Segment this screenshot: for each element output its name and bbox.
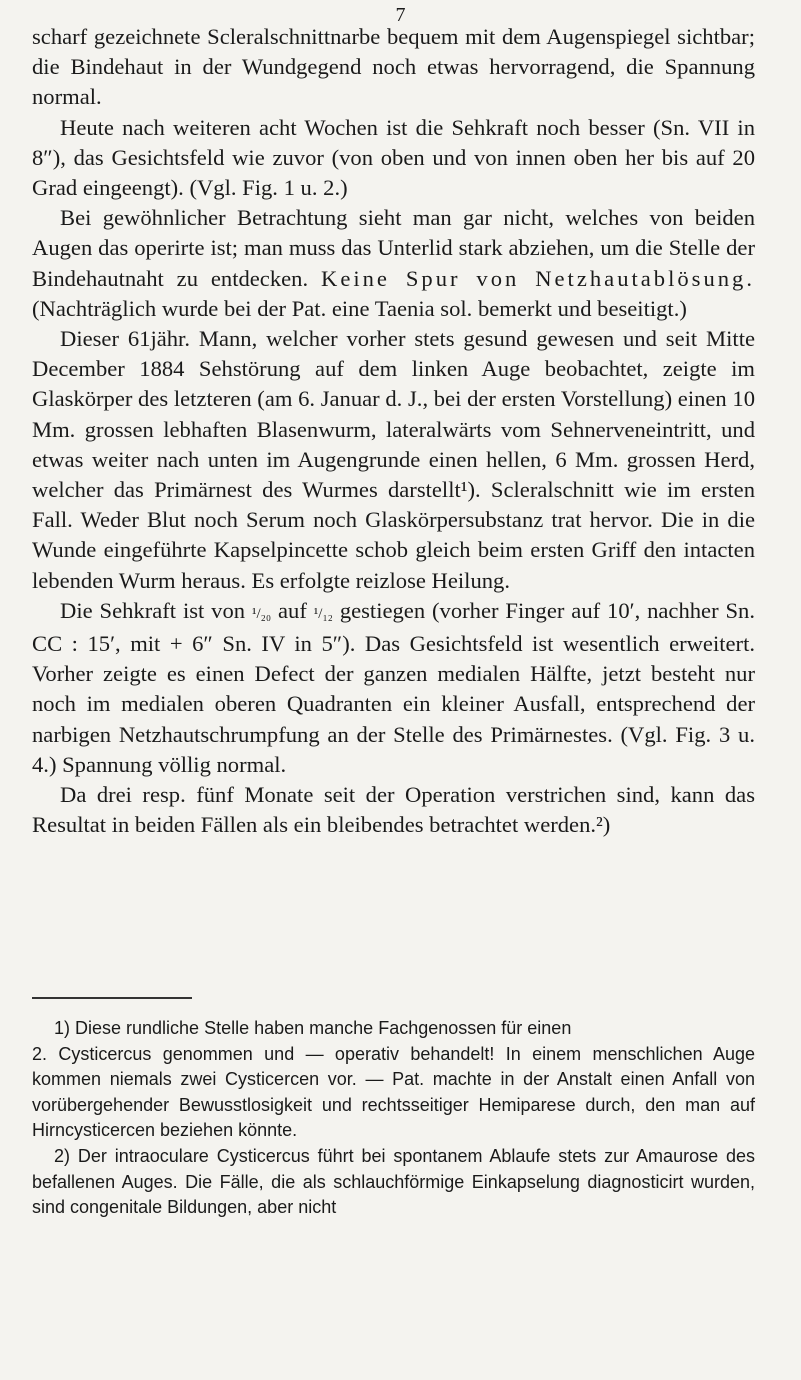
paragraph-3-text-b: (Nachträglich wurde bei der Pat. eine Taenia sol. bemerkt und beseitigt.): [32, 295, 687, 321]
paragraph-3-text-a: Bei gewöhnlicher Betrachtung sieht man gar nicht, welches von beiden Augen das operirte ist; man muss das Unterlid stark abziehen, um die Stelle der Bindehautnaht zu entdecken.: [32, 205, 755, 291]
paragraph-5-text-b: auf: [278, 597, 307, 623]
paragraph-6: Da drei resp. fünf Monate seit der Operation verstrichen sind, kann das Resultat in beiden Fällen als ein bleibendes betrachtet werden.²): [32, 782, 755, 838]
paragraph-4: Dieser 61jähr. Mann, welcher vorher stets gesund gewesen und seit Mitte December 1884 Sehstörung auf dem linken Auge beobachtet, zeigte im Glaskörper des letzteren (am 6. Januar d. J., bei der ersten Vorstellung) einen 10 Mm. grossen lebhaften Blasenwurm, lateralwärts vom Sehnerveneintritt, und etwas weiter nach unten im Augengrunde einen hellen, 6 Mm. grossen Herd, welcher das Primärnest des Wurmes darstellt¹). Scleralschnitt wie im ersten Fall. Weder Blut noch Serum noch Glaskörpersubstanz trat hervor. Die in die Wunde eingeführte Kapselpincette schob gleich beim ersten Griff den intacten lebenden Wurm heraus. Es erfolgte reizlose Heilung.: [32, 326, 755, 593]
page-number: 7: [395, 4, 406, 26]
paragraph-5: [32, 596, 755, 780]
paragraph-3: [32, 203, 755, 324]
spaced-emphasis: Keine Spur von Netzhautablösung.: [321, 265, 755, 291]
footnotes: [32, 1016, 755, 1221]
fraction-after: ¹/₁₂: [313, 605, 333, 622]
paragraph-2: Heute nach weiteren acht Wochen ist die Sehkraft noch besser (Sn. VII in 8″), das Gesichtsfeld wie zuvor (von oben und von innen oben her bis auf 20 Grad eingeengt). (Vgl. Fig. 1 u. 2.): [32, 114, 755, 201]
fraction-before: ¹/₂₀: [251, 605, 272, 622]
footnote-1-continued: 2. Cysticercus genommen und — operativ behandelt! In einem menschlichen Auge kommen niemals zwei Cysticercen vor. — Pat. machte in der Anstalt einen Anfall von vorübergehender Bewusstlosigkeit und rechtsseitiger Hemiparese durch, den man auf Hirncysticercen beziehen könnte.: [32, 1043, 755, 1141]
footnote-1: 1) Diese rundliche Stelle haben manche Fachgenossen für einen: [54, 1018, 572, 1038]
paragraph-1: scharf gezeichnete Scleralschnittnarbe bequem mit dem Augenspiegel sichtbar; die Bindehaut in der Wundgegend noch etwas hervorragend, die Spannung normal.: [32, 24, 755, 110]
body-text: [32, 22, 755, 840]
paragraph-5-text-a: Die Sehkraft ist von: [60, 597, 246, 623]
paragraph-5-text-c: gestiegen (vorher Finger auf 10′, nachher Sn. CC : 15′, mit + 6″ Sn. IV in 5″). Das Gesichtsfeld ist wesentlich erweitert. Vorher zeigte es einen Defect der ganzen medialen Hälfte, jetzt besteht nur noch im medialen oberen Quadranten ein kleiner Ausfall, entsprechend der narbigen Netzhautschrumpfung an der Stelle des Primärnestes. (Vgl. Fig. 3 u. 4.) Spannung völlig normal.: [32, 597, 756, 777]
footnote-divider: [32, 997, 192, 999]
footnote-2: 2) Der intraoculare Cysticercus führt bei spontanem Ablaufe stets zur Amaurose des befallenen Auges. Die Fälle, die als schlauchförmige Einkapselung diagnosticirt wurden, sind congenitale Bildungen, aber nicht: [32, 1145, 755, 1218]
